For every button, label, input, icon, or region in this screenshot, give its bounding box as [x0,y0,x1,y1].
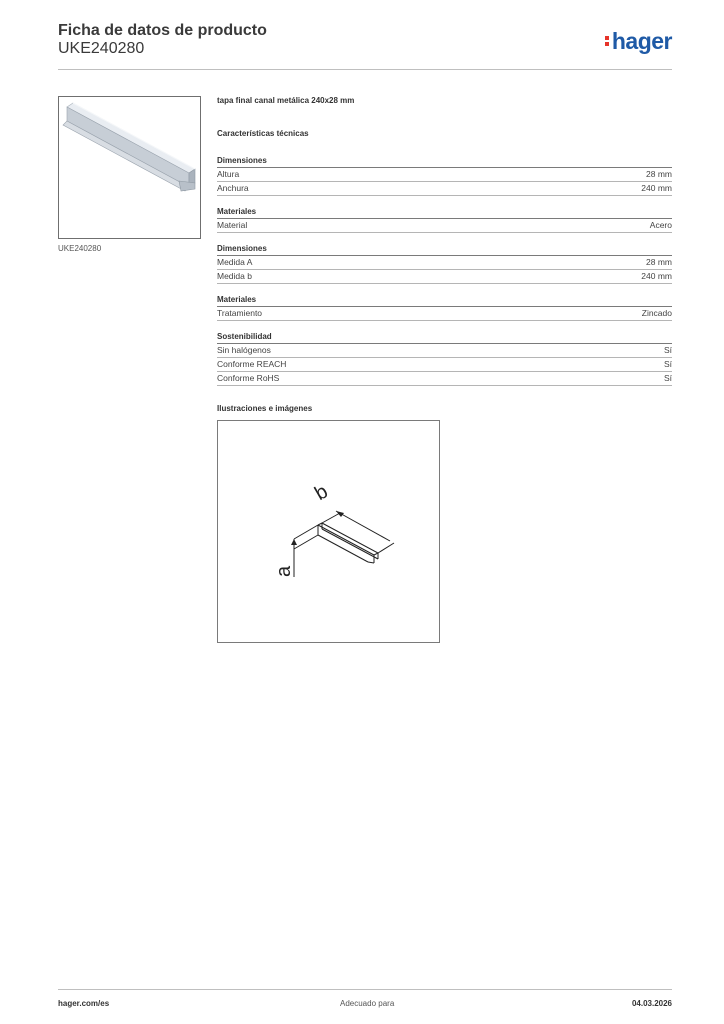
spec-section-dimensions-2 [217,244,672,284]
spec-value: 28 mm [646,257,672,267]
section-title: Materiales [217,207,672,219]
section-title: Dimensiones [217,244,672,256]
spec-section-dimensions [217,156,672,196]
spec-row [217,168,672,182]
footer-date: 04.03.2026 [631,999,672,1008]
illustrations-heading: Ilustraciones e imágenes [217,404,313,413]
spec-label: Conforme REACH [217,359,287,369]
spec-value: Zincado [641,308,672,318]
spec-section-materials-2 [217,295,672,321]
spec-section-sustainability [217,332,672,386]
spec-row [217,270,672,284]
spec-label: Material [217,220,248,230]
dimension-diagram [218,421,439,642]
logo-dots-icon [605,34,610,48]
spec-value: Sí [663,345,672,355]
spec-value: 240 mm [641,183,672,193]
metal-channel-cover-image [59,97,200,238]
spec-value: Acero [649,220,672,230]
footer-suitable-for: Adecuado para [340,999,395,1008]
technical-features-heading: Características técnicas [217,129,309,138]
section-title: Dimensiones [217,156,672,168]
spec-value: 240 mm [641,271,672,281]
section-title: Sostenibilidad [217,332,672,344]
spec-row [217,219,672,233]
spec-row [217,358,672,372]
spec-label: Sin halógenos [217,345,271,355]
spec-row [217,182,672,196]
spec-label: Medida A [217,257,253,267]
page-footer [58,989,672,1013]
spec-row [217,372,672,386]
spec-label: Conforme RoHS [217,373,280,383]
label-a: a [273,565,295,577]
spec-value: Sí [663,359,672,369]
spec-row [217,256,672,270]
spec-label: Tratamiento [217,308,263,318]
spec-label: Medida b [217,271,252,281]
dimension-drawing [217,420,440,643]
spec-row [217,307,672,321]
logo-text: hager [611,28,672,54]
spec-row [217,344,672,358]
footer-website: hager.com/es [58,999,110,1008]
spec-value: 28 mm [646,169,672,179]
page-header [58,22,672,70]
main-content [217,96,672,643]
section-title: Materiales [217,295,672,307]
product-image-caption: UKE240280 [58,244,102,253]
hager-logo [605,28,672,55]
spec-section-materials [217,207,672,233]
document-subtitle: UKE240280 [58,40,145,57]
spec-label: Altura [217,169,240,179]
label-b: b [311,480,332,506]
spec-label: Anchura [217,183,249,193]
document-title: Ficha de datos de producto [58,22,267,39]
spec-value: Sí [663,373,672,383]
product-description: tapa final canal metálica 240x28 mm [217,96,355,105]
product-image [58,96,201,239]
